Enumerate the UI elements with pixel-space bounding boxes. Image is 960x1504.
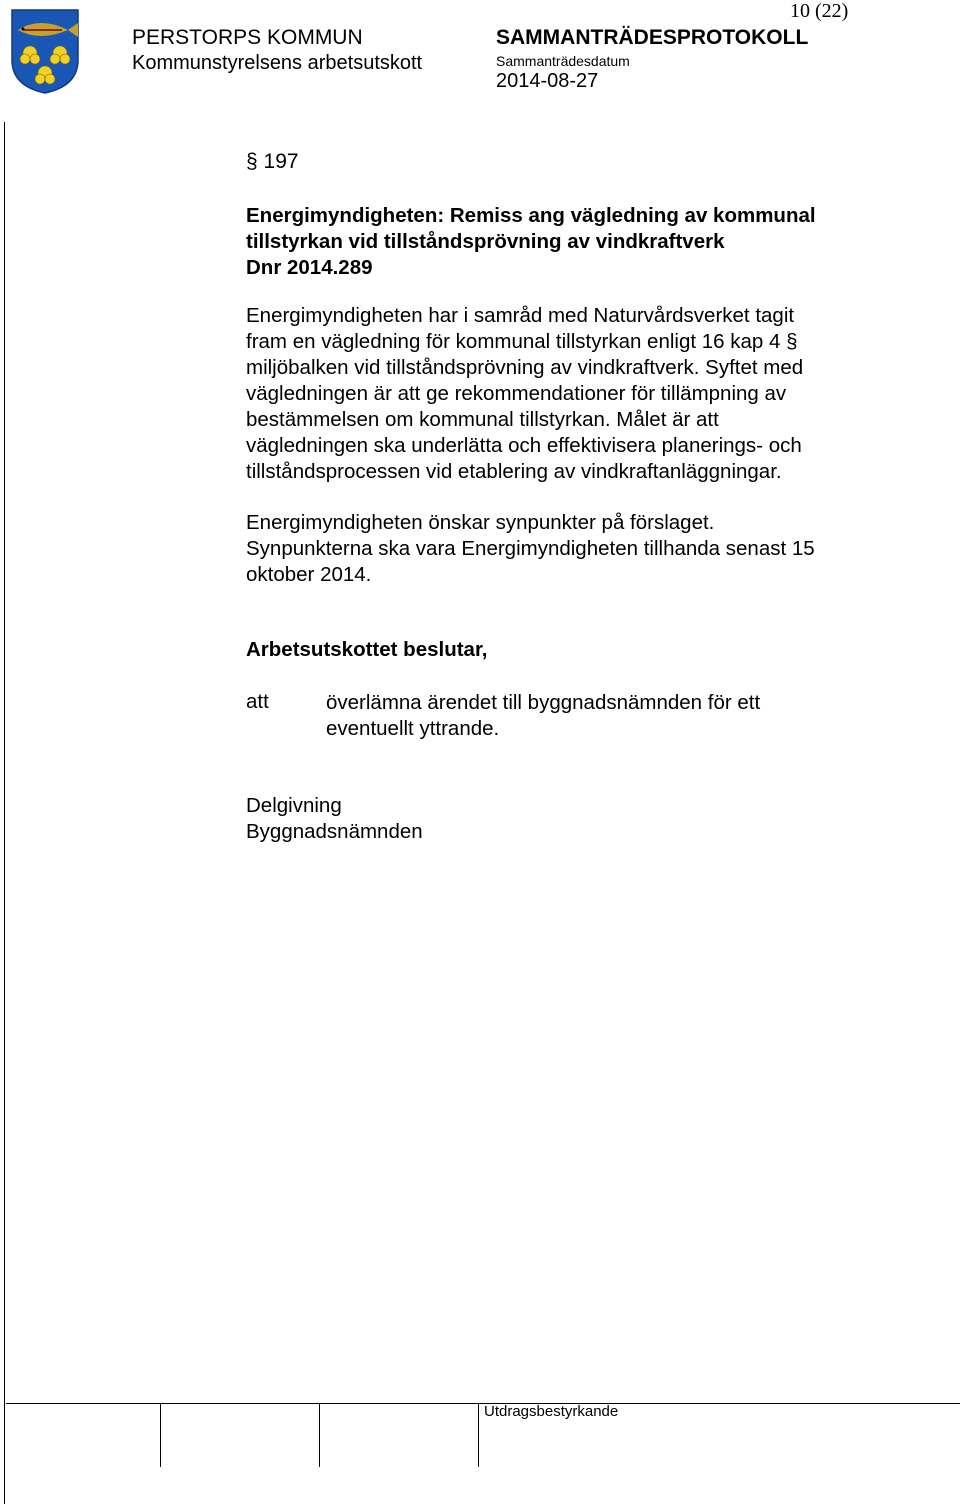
signature-box-divider	[319, 1403, 320, 1467]
case-number: Dnr 2014.289	[246, 256, 373, 279]
decision-line: eventuellt yttrande.	[326, 717, 500, 740]
body-paragraph	[246, 303, 946, 485]
body-line: Energimyndigheten har i samråd med Naturvårdsverket tagit	[246, 304, 795, 327]
body-line: fram en vägledning för kommunal tillstyrkan enligt 16 kap 4 §	[246, 330, 798, 353]
case-title	[246, 203, 946, 281]
organization-name: PERSTORPS KOMMUN	[132, 26, 363, 49]
body-paragraph	[246, 510, 946, 588]
meeting-date-label: Sammanträdesdatum	[496, 53, 630, 69]
decision-text	[326, 690, 926, 742]
decision-att: att	[246, 690, 269, 713]
meeting-date: 2014-08-27	[496, 70, 599, 92]
distribution-recipient: Byggnadsnämnden	[246, 820, 423, 843]
case-title-line: Energimyndigheten: Remiss ang vägledning av kommunal	[246, 204, 816, 227]
body-line: miljöbalken vid tillståndsprövning av vindkraftverk. Syftet med	[246, 356, 804, 379]
body-line: oktober 2014.	[246, 563, 372, 586]
case-title-line: tillstyrkan vid tillståndsprövning av vindkraftverk	[246, 230, 725, 253]
municipal-crest-logo	[10, 8, 80, 94]
paragraph-number	[246, 150, 299, 174]
body-line: vägledningen är att ge rekommendationer för tillämpning av	[246, 382, 787, 405]
signature-box-divider	[478, 1403, 479, 1467]
left-margin-line	[4, 122, 5, 1504]
body-line: Synpunkterna ska vara Energimyndigheten tillhanda senast 15	[246, 537, 815, 560]
page-number: 10 (22)	[790, 0, 849, 22]
paragraph-number-value: 197	[263, 150, 299, 173]
decision-heading: Arbetsutskottet beslutar,	[246, 638, 488, 661]
section-sign: §	[246, 150, 258, 173]
signature-box-divider	[160, 1403, 161, 1467]
body-line: bestämmelsen om kommunal tillstyrkan. Målet är att	[246, 408, 719, 431]
distribution	[246, 793, 946, 845]
distribution-heading: Delgivning	[246, 794, 342, 817]
decision-line: överlämna ärendet till byggnadsnämnden för ett	[326, 691, 761, 714]
footer-rule	[6, 1403, 960, 1404]
body-line: Energimyndigheten önskar synpunkter på förslaget.	[246, 511, 715, 534]
committee-name: Kommunstyrelsens arbetsutskott	[132, 52, 423, 74]
body-line: tillståndsprocessen vid etablering av vindkraftanläggningar.	[246, 460, 782, 483]
footer-certification-label: Utdragsbestyrkande	[484, 1403, 619, 1420]
document-type: SAMMANTRÄDESPROTOKOLL	[496, 26, 809, 49]
body-line: vägledningen ska underlätta och effektivisera planerings- och	[246, 434, 802, 457]
